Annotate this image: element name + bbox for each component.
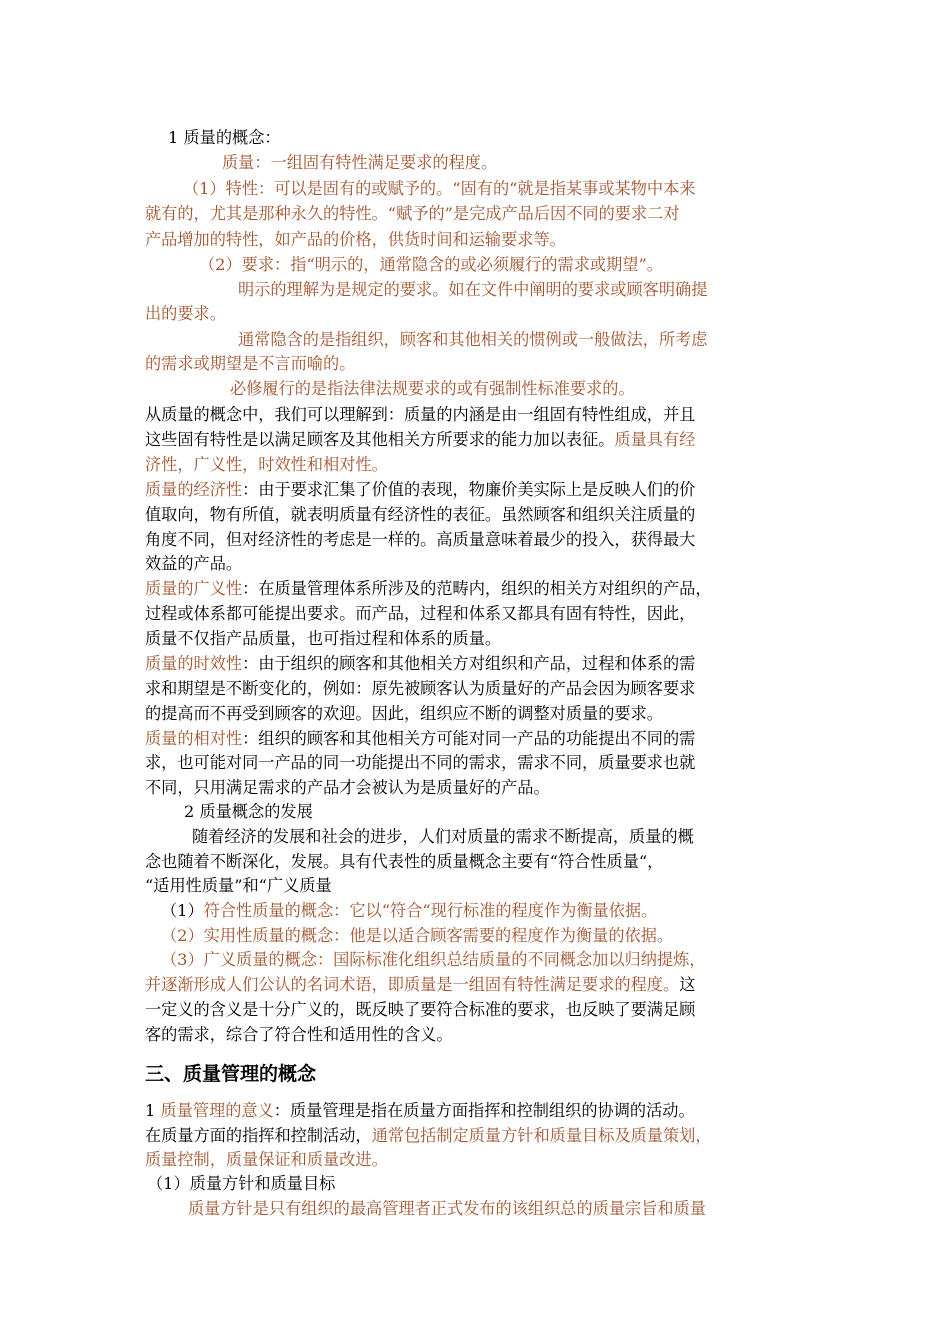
text-line	[145, 998, 695, 1022]
text-line	[145, 202, 680, 226]
text-run: （1）	[161, 901, 204, 920]
text-run: 这些固有特性是以满足顾客及其他相关方所要求的能力加以表征。	[145, 430, 615, 449]
text-run-accent: 质量具有经	[614, 430, 696, 449]
text-run-accent: 符合性质量的概念：它以“符合“现行标准的程度作为衡量依据。	[203, 901, 658, 920]
text-line	[145, 1099, 695, 1123]
text-line	[145, 577, 712, 601]
text-line	[161, 899, 657, 923]
text-run: 就有的，尤其是那种永久的特性。“赋予的”是完成产品后因不同的要求二对	[145, 204, 680, 223]
text-run: 不同，只用满足需求的产品才会被认为是质量好的产品。	[145, 778, 550, 797]
text-line	[145, 403, 695, 427]
text-run: 这	[679, 975, 696, 994]
text-run: 随着经济的发展和社会的进步，人们对质量的需求不断提高，质量的概	[192, 827, 694, 846]
term-label: 质量管理的意义	[160, 1101, 274, 1120]
text-run: 明示的理解为是规定的要求。如在文件中阐明的要求或顾客明确提	[238, 280, 708, 299]
text-run: ：质量管理是指在质量方面指挥和控制组织的协调的活动。	[273, 1101, 695, 1120]
text-run: 客的需求，综合了符合性和适用性的含义。	[145, 1025, 453, 1044]
text-line	[145, 727, 695, 751]
section-heading-1	[168, 126, 281, 150]
text-run: 济性，广义性，时效性和相对性。	[145, 455, 388, 474]
text-line	[238, 328, 707, 352]
text-run: 1 质量的概念：	[168, 128, 281, 147]
text-run: 过程或体系都可能提出要求。而产品，过程和体系又都具有固有特性，因此，	[145, 604, 696, 623]
text-run: （1）特性：可以是固有的或赋予的。“固有的“就是指某事或某物中本来	[183, 179, 696, 198]
text-run: 三、质量管理的概念	[145, 1063, 317, 1085]
text-line	[161, 948, 705, 972]
text-run: 一定义的含义是十分广义的，既反映了要符合标准的要求，也反映了要满足顾	[145, 1000, 696, 1019]
text-run: ：组织的顾客和其他相关方可能对同一产品的功能提出不同的需	[242, 729, 696, 748]
text-run-accent: 通常包括制定质量方针和质量目标及质量策划，	[371, 1126, 712, 1145]
text-run: “适用性质量”和“广义质量	[145, 876, 332, 895]
text-run: 通常隐含的是指组织，顾客和其他相关的惯例或一般做法，所考虑	[238, 330, 708, 349]
text-run: 必修履行的是指法律法规要求的或有强制性标准要求的。	[230, 379, 635, 398]
section-heading-2	[184, 800, 313, 824]
text-line	[145, 352, 355, 376]
text-run: 念也随着不断深化，发展。具有代表性的质量概念主要有“符合性质量“，	[145, 852, 664, 871]
text-run: 求，也可能对同一产品的同一功能提出不同的需求，需求不同，质量要求也就	[145, 753, 696, 772]
text-run: 出的要求。	[145, 304, 226, 323]
text-line	[192, 825, 694, 849]
text-run: 1	[145, 1101, 161, 1120]
text-line	[145, 528, 695, 552]
text-line	[145, 1124, 712, 1148]
text-line	[145, 428, 695, 452]
text-line	[145, 1148, 388, 1172]
text-line	[145, 453, 388, 477]
text-run: 的需求或期望是不言而喻的。	[145, 354, 356, 373]
text-line	[145, 776, 550, 800]
text-run: 值取向，物有所值，就表明质量有经济性的表征。虽然顾客和组织关注质量的	[145, 505, 696, 524]
text-run: （2）要求：指“明示的，通常隐含的或必须履行的需求或期望”。	[199, 255, 663, 274]
text-line	[145, 302, 226, 326]
text-line	[161, 924, 673, 948]
text-line	[145, 973, 695, 997]
term-label: 质量的广义性	[145, 579, 243, 598]
text-run: 在质量方面的指挥和控制活动，	[145, 1126, 372, 1145]
text-run: ：在质量管理体系所涉及的范畴内，组织的相关方对组织的产品，	[242, 579, 712, 598]
text-line	[145, 503, 695, 527]
text-line	[238, 278, 707, 302]
text-line	[230, 377, 635, 401]
text-line	[145, 850, 663, 874]
text-run: 2 质量概念的发展	[184, 802, 313, 821]
text-run: 产品增加的特性，如产品的价格，供货时间和运输要求等。	[145, 230, 566, 249]
text-run: 角度不同，但对经济性的考虑是一样的。高质量意味着最少的投入，获得最大	[145, 530, 696, 549]
text-run: （2）实用性质量的概念：他是以适合顾客需要的程度作为衡量的依据。	[161, 926, 674, 945]
text-line	[199, 253, 663, 277]
text-run: （1）质量方针和质量目标	[147, 1174, 336, 1193]
text-run: ：由于组织的顾客和其他相关方对组织和产品，过程和体系的需	[242, 654, 696, 673]
text-line	[145, 677, 695, 701]
text-line	[145, 874, 332, 898]
subsection-heading	[147, 1172, 335, 1196]
text-run: 求和期望是不断变化的，例如：原先被顾客认为质量好的产品会因为顾客要求	[145, 679, 696, 698]
text-line	[145, 602, 695, 626]
text-run: 质量控制，质量保证和质量改进。	[145, 1150, 388, 1169]
text-line	[145, 627, 501, 651]
text-run: （3）广义质量的概念：国际标准化组织总结质量的不同概念加以归纳提炼，	[161, 950, 706, 969]
text-line	[145, 1023, 453, 1047]
text-line	[145, 552, 242, 576]
text-line	[145, 751, 695, 775]
text-run: 效益的产品。	[145, 554, 243, 573]
term-label: 质量的时效性	[145, 654, 243, 673]
text-line	[145, 478, 695, 502]
chapter-heading	[145, 1060, 316, 1088]
term-label: 质量的相对性	[145, 729, 243, 748]
text-run: 的提高而不再受到顾客的欢迎。因此，组织应不断的调整对质量的要求。	[145, 704, 663, 723]
text-run: 质量不仅指产品质量，也可指过程和体系的质量。	[145, 629, 502, 648]
text-line	[145, 228, 566, 252]
term-label: 质量的经济性	[145, 480, 243, 499]
text-line	[145, 702, 663, 726]
text-run: ：由于要求汇集了价值的表现，物廉价美实际上是反映人们的价	[242, 480, 696, 499]
text-run-accent: 并逐渐形成人们公认的名词术语，即质量是一组固有特性满足要求的程度。	[145, 975, 680, 994]
definition-line	[222, 151, 497, 175]
text-line	[183, 177, 695, 201]
text-run: 质量方针是只有组织的最高管理者正式发布的该组织总的质量宗旨和质量	[188, 1199, 706, 1218]
text-run: 质量：一组固有特性满足要求的程度。	[222, 153, 498, 172]
text-run: 从质量的概念中，我们可以理解到：质量的内涵是由一组固有特性组成，并且	[145, 405, 696, 424]
text-line	[188, 1197, 706, 1221]
text-line	[145, 652, 695, 676]
